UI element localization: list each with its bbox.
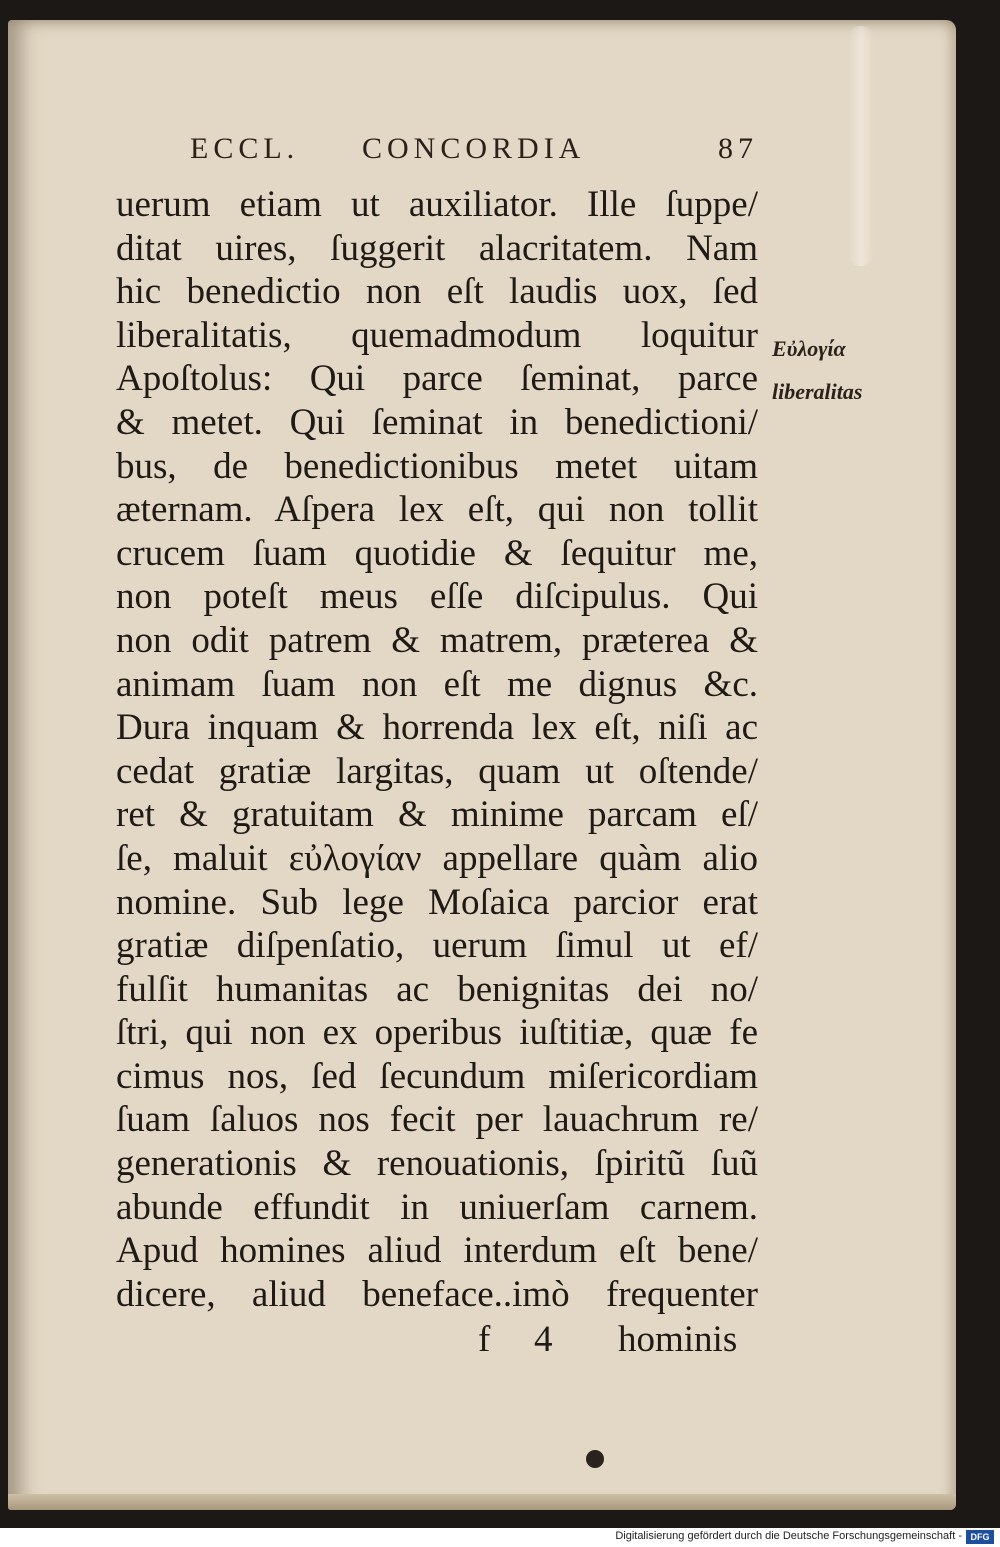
footer-bar xyxy=(0,1528,1000,1547)
text-line: ſtri, qui non ex operibus iuſtitiæ, quæ fe xyxy=(116,1012,758,1054)
running-head xyxy=(190,132,770,172)
text-line: bus, de benedictionibus metet uitam xyxy=(116,445,758,487)
text-line: & metet. Qui ſeminat in benedictioni/ xyxy=(116,401,758,443)
text-line: fulſit humanitas ac benignitas dei no/ xyxy=(116,968,758,1010)
text-line: Apud homines aliud interdum eſt bene/ xyxy=(116,1230,758,1272)
text-line: ditat uires, ſuggerit alacritatem. Nam xyxy=(116,227,758,269)
signature-mark: f xyxy=(478,1319,491,1360)
text-line: hic benedictio non eſt laudis uox, ſed xyxy=(116,271,758,313)
running-head-left: ECCL. xyxy=(190,132,300,165)
margin-note-latin: liberalitas xyxy=(772,379,863,404)
text-line: cedat gratiæ largitas, quam ut oſtende/ xyxy=(116,750,758,792)
dfg-logo-icon: DFG xyxy=(966,1530,994,1544)
text-line: abunde effundit in uniuerſam carnem. xyxy=(116,1186,758,1228)
text-line: gratiæ diſpenſatio, uerum ſimul ut ef/ xyxy=(116,925,758,967)
text-line: Dura inquam & horrenda lex eſt, niſi ac xyxy=(116,707,758,749)
margin-note-greek: Εὐλογία xyxy=(772,336,846,361)
text-line: dicere, aliud beneface..imò frequenter xyxy=(116,1273,758,1315)
text-line: æternam. Aſpera lex eſt, qui non tollit xyxy=(116,489,758,531)
margin-notes xyxy=(772,327,907,413)
running-head-title: CONCORDIA xyxy=(362,132,586,165)
text-line: non poteſt meus eſſe diſcipulus. Qui xyxy=(116,576,758,618)
text-line: Apoſtolus: Qui parce ſeminat, parce xyxy=(116,358,758,400)
folio-number: 87 xyxy=(718,132,758,165)
text-line: crucem ſuam quotidie & ſequitur me, xyxy=(116,532,758,574)
catchword: hominis xyxy=(618,1319,738,1360)
signature-number: 4 xyxy=(534,1319,553,1360)
text-line: ſuam ſaluos nos fecit per lauachrum re/ xyxy=(116,1099,758,1141)
text-line: non odit patrem & matrem, præterea & xyxy=(116,619,758,661)
main-text xyxy=(116,183,758,1316)
signature-line xyxy=(478,1318,758,1362)
text-line: cimus nos, ſed ſecundum miſericordiam xyxy=(116,1055,758,1097)
text-line: generationis & renouationis, ſpiritũ ſuũ xyxy=(116,1143,758,1185)
text-line: nomine. Sub lege Moſaica parcior erat xyxy=(116,881,758,923)
funding-notice: Digitalisierung gefördert durch die Deutsche Forschungsgemeinschaft - xyxy=(615,1530,962,1542)
text-line: ret & gratuitam & minime parcam eſ/ xyxy=(116,794,758,836)
text-line: uerum etiam ut auxiliator. Ille ſuppe/ xyxy=(116,184,758,225)
text-line: liberalitatis, quemadmodum loquitur xyxy=(116,314,758,356)
text-line: ſe, maluit εὐλογίαν appellare quàm alio xyxy=(116,837,758,879)
text-line: animam ſuam non eſt me dignus &c. xyxy=(116,663,758,705)
page-edge xyxy=(8,1494,956,1510)
ink-stain xyxy=(586,1450,604,1468)
